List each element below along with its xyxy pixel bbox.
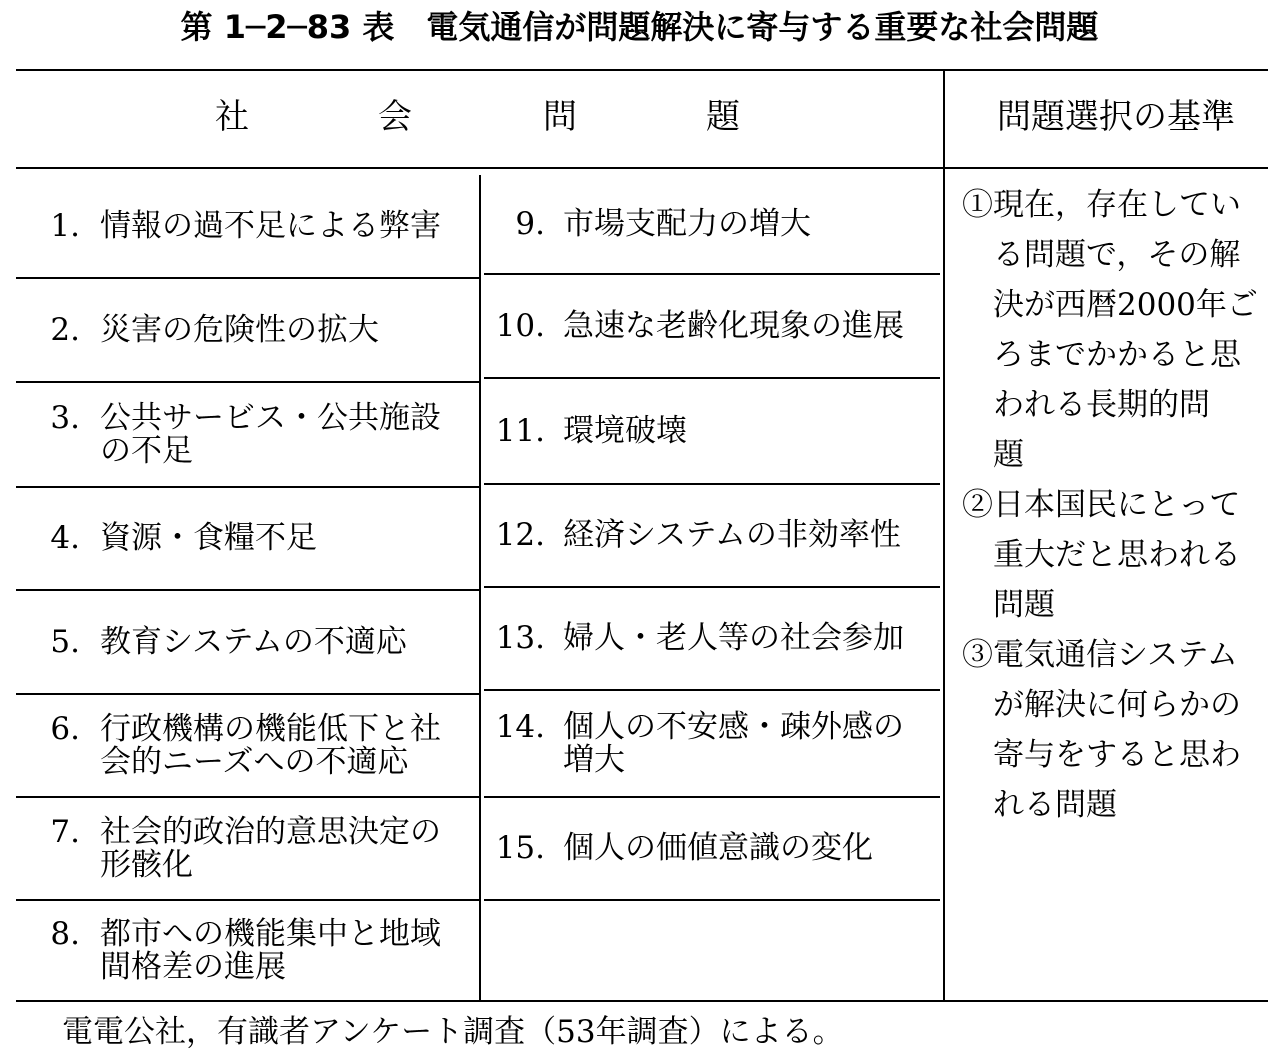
bottom-rule <box>16 1000 1268 1002</box>
header-char: 題 <box>706 97 740 137</box>
item-number: 5. <box>50 624 80 660</box>
item-text-line: 情報の過不足による弊害 <box>100 208 441 244</box>
item-text-line: 個人の価値意識の変化 <box>563 830 873 866</box>
item-number: 9. <box>515 206 545 242</box>
criteria-line: 題 <box>962 437 1024 473</box>
header-char: 社 <box>215 97 249 137</box>
left-row-divider <box>16 381 479 383</box>
criteria-list <box>962 180 1258 830</box>
item-text-line: の不足 <box>100 433 193 469</box>
left-row-divider <box>16 796 479 798</box>
header-criteria: 問題選択の基準 <box>997 97 1235 137</box>
item-number: 7. <box>50 814 80 850</box>
left-row-divider <box>16 277 479 279</box>
item-text-line: 急速な老齢化現象の進展 <box>563 308 904 344</box>
list-item <box>0 916 441 985</box>
item-number: 12. <box>495 517 545 553</box>
item-number: 2. <box>50 312 80 348</box>
criteria-line: れる問題 <box>962 787 1117 823</box>
left-row-divider <box>16 486 479 488</box>
item-text-line: 増大 <box>563 742 625 778</box>
item-text-line: 間格差の進展 <box>100 949 286 985</box>
criteria-line: ②日本国民にとって <box>962 487 1241 523</box>
column-divider-middle <box>479 175 481 1001</box>
header-social-problems <box>16 67 943 167</box>
item-number: 6. <box>50 711 80 747</box>
right-row-divider <box>484 899 940 901</box>
item-number: 13. <box>495 620 545 656</box>
item-number: 14. <box>495 709 545 745</box>
item-number: 11. <box>495 413 545 449</box>
item-text-line: 社会的政治的意思決定の <box>100 814 441 850</box>
item-text-line: 環境破壊 <box>563 413 687 449</box>
criteria-line: ろまでかかると思 <box>962 337 1241 373</box>
footnote: 電電公社，有識者アンケート調査（53年調査）による。 <box>62 1014 844 1050</box>
item-number: 3. <box>50 400 80 436</box>
criteria-line: ①現在，存在してい <box>962 187 1241 223</box>
item-number: 15. <box>495 830 545 866</box>
right-row-divider <box>484 377 940 379</box>
item-text-line: 婦人・老人等の社会参加 <box>563 620 904 656</box>
item-number: 10. <box>495 308 545 344</box>
left-row-divider <box>16 899 479 901</box>
item-text-line: 災害の危険性の拡大 <box>100 312 379 348</box>
criteria-line: る問題で，その解 <box>962 237 1241 273</box>
item-text-line: 都市への機能集中と地域 <box>100 916 441 952</box>
criteria-line: 決が西暦2000年ご <box>962 287 1258 323</box>
item-number: 8. <box>50 916 80 952</box>
item-text-line: 行政機構の機能低下と社 <box>100 711 441 747</box>
column-divider-criteria <box>943 69 945 1001</box>
criteria-line: 重大だと思われる <box>962 537 1241 573</box>
criteria-line: ③電気通信システム <box>962 637 1238 673</box>
table-title: 第 1─2─83 表 電気通信が問題解決に寄与する重要な社会問題 <box>180 8 1099 46</box>
criteria-line: われる長期的問 <box>962 387 1210 423</box>
item-text-line: 個人の不安感・疎外感の <box>563 709 904 745</box>
right-row-divider <box>484 273 940 275</box>
right-row-divider <box>484 483 940 485</box>
item-text-line: 市場支配力の増大 <box>563 206 811 242</box>
item-text-line: 資源・食糧不足 <box>100 520 317 556</box>
item-text-line: 公共サービス・公共施設 <box>100 400 441 436</box>
item-text-line: 経済システムの非効率性 <box>563 517 901 553</box>
criteria-line: が解決に何らかの <box>962 687 1241 723</box>
item-number: 1. <box>50 208 80 244</box>
criteria-line: 寄与をすると思わ <box>962 737 1241 773</box>
left-row-divider <box>16 589 479 591</box>
header-char: 会 <box>378 97 412 137</box>
left-row-divider <box>16 693 479 695</box>
right-row-divider <box>484 586 940 588</box>
item-text-line: 教育システムの不適応 <box>100 624 407 660</box>
item-number: 4. <box>50 520 80 556</box>
right-row-divider <box>484 796 940 798</box>
header-char: 問 <box>543 97 577 137</box>
header-rule <box>16 167 1268 169</box>
right-row-divider <box>484 689 940 691</box>
item-text-line: 形骸化 <box>100 847 193 883</box>
item-text-line: 会的ニーズへの不適応 <box>100 744 409 780</box>
criteria-line: 問題 <box>962 587 1055 623</box>
